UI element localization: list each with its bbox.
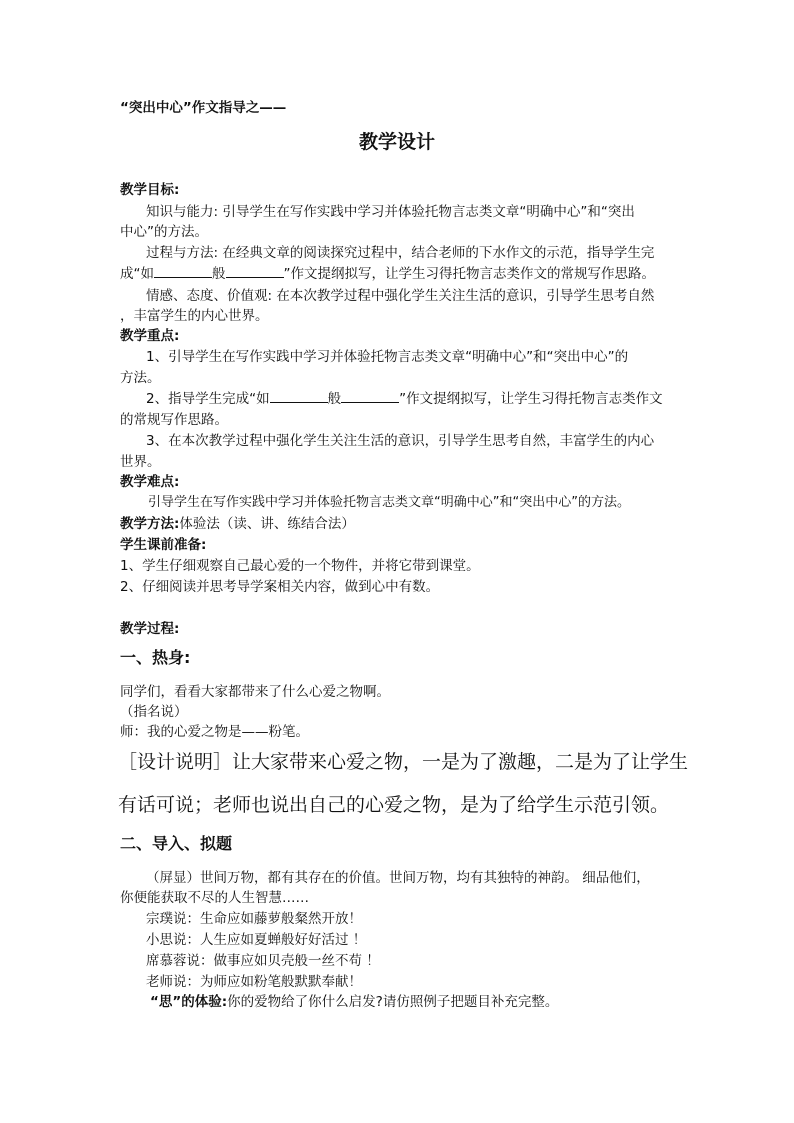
goals-process-line2 — [120, 264, 655, 284]
process-label: 教学过程: — [120, 621, 180, 637]
task-line — [150, 992, 558, 1012]
key-point-2-text-a: 2、指导学生完成“如 — [146, 391, 270, 407]
task-text: 你的爱物给了你什么启发?请仿照例子把题目补充完整。 — [227, 994, 559, 1010]
quote-item: 老师说：为师应如粉笔般默默奉献！ — [146, 974, 362, 990]
key-point-1-line1: 1、引导学生在写作实践中学习并体验托物言志类文章“明确中心”和“突出中心”的 — [146, 349, 629, 365]
goals-process-text-c: ”作文提纲拟写，让学生习得托物言志类作文的常规写作思路。 — [283, 266, 655, 282]
page-title: 教学设计 — [358, 131, 435, 153]
key-point-3-line1: 3、在本次教学过程中强化学生关注生活的意识，引导学生思考自然，丰富学生的内心 — [146, 433, 655, 449]
key-point-3-line2: 世界。 — [120, 454, 161, 470]
blank-underline — [341, 389, 399, 403]
method-text: 体验法（读、讲、练结合法） — [179, 516, 355, 532]
key-point-2-text-b: 般 — [327, 391, 342, 407]
difficulty-text: 引导学生在写作实践中学习并体验托物言志类文章“明确中心”和“突出中心”的方法。 — [148, 495, 630, 510]
goals-label: 教学目标: — [120, 182, 180, 198]
task-label: “思”的体验: — [150, 994, 228, 1010]
goals-knowledge-line1: 知识与能力: 引导学生在写作实践中学习并体验托物言志类文章“明确中心”和“突出 — [146, 204, 635, 220]
difficulty-label: 教学难点: — [120, 474, 180, 490]
section2-heading: 二、导入、拟题 — [120, 834, 233, 853]
doc-subtitle: “突出中心”作文指导之—— — [120, 100, 287, 116]
goals-process-line1: 过程与方法: 在经典文章的阅读探究过程中，结合老师的下水作文的示范，指导学生完 — [146, 245, 655, 261]
design-note-line1: ［设计说明］让大家带来心爱之物，一是为了激趣，二是为了让学生 — [118, 751, 689, 773]
quote-item: 小思说：人生应如夏蝉般好好活过 ！ — [146, 932, 367, 948]
section2-intro-line1: （屏显）世间万物，都有其存在的价值。世间万物，均有其独特的神韵。 细品他们， — [146, 870, 650, 886]
section1-heading: 一、热身: — [120, 648, 191, 667]
key-point-1-line2: 方法。 — [120, 370, 161, 386]
quote-item: 席慕蓉说：做事应如贝壳般一丝不苟 ！ — [146, 953, 380, 969]
key-points-label: 教学重点: — [120, 328, 180, 344]
method-label: 教学方法: — [120, 516, 180, 532]
goals-emotion-line1: 情感、态度、价值观: 在本次教学过程中强化学生关注生活的意识，引导学生思考自然 — [146, 288, 655, 304]
section1-line3: 师：我的心爱之物是——粉笔。 — [120, 724, 309, 740]
quote-item: 宗璞说：生命应如藤萝般粲然开放！ — [146, 911, 362, 927]
method-line — [120, 514, 355, 534]
key-point-2-line2: 的常规写作思路。 — [120, 412, 228, 428]
goals-process-text-a: 成“如 — [120, 266, 154, 282]
section2-intro-line2: 你便能获取不尽的人生智慧…… — [120, 890, 309, 906]
goals-emotion-line2: ，丰富学生的内心世界。 — [120, 308, 269, 324]
section1-line1: 同学们，看看大家都带来了什么心爱之物啊。 — [120, 684, 390, 700]
prep-item-2: 2、仔细阅读并思考导学案相关内容，做到心中有数。 — [120, 579, 440, 595]
prep-label: 学生课前准备: — [120, 537, 207, 553]
blank-underline — [226, 264, 284, 278]
goals-process-text-b: 般 — [212, 266, 226, 282]
blank-underline — [154, 264, 212, 278]
key-point-2-text-c: ”作文提纲拟写，让学生习得托物言志类作文 — [399, 391, 663, 407]
key-point-2-line1 — [146, 389, 663, 409]
goals-knowledge-line2: 中心”的方法。 — [120, 224, 208, 240]
blank-underline — [270, 389, 328, 403]
section1-line2: （指名说） — [120, 704, 188, 720]
prep-item-1: 1、学生仔细观察自己最心爱的一个物件，并将它带到课堂。 — [120, 558, 480, 574]
design-note-line2: 有话可说；老师也说出自己的心爱之物，是为了给学生示范引领。 — [118, 794, 670, 816]
